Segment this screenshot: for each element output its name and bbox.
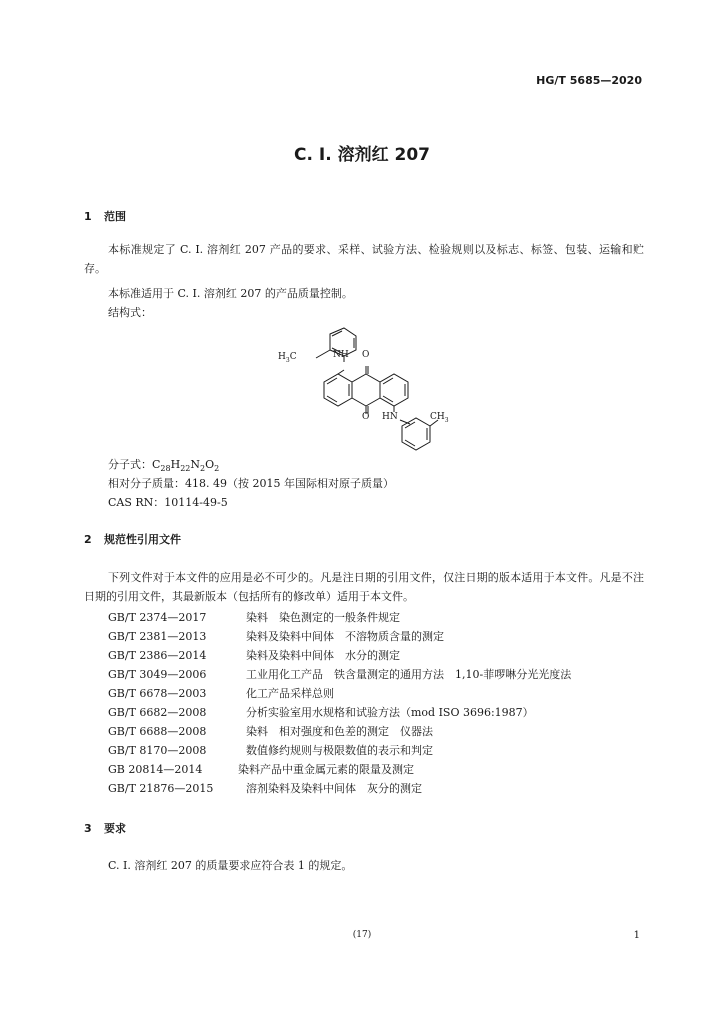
section-1-heading (84, 208, 126, 224)
reference-item: GB/T 6678—2003 化工产品采样总则 (108, 687, 334, 700)
section-2-number: 2 (84, 533, 92, 546)
section-2-para: 下列文件对于本文件的应用是必不可少的。凡是注日期的引用文件，仅注日期的版本适用于本文件。凡是不注日期的引用文件，其最新版本（包括所有的修改单）适用于本文件。 (84, 571, 644, 603)
section-3-number: 3 (84, 822, 92, 835)
reference-item: GB/T 6682—2008 分析实验室用水规格和试验方法（mod ISO 3696:1987） (108, 706, 534, 719)
cas-number: CAS RN：10114-49-5 (108, 496, 228, 509)
structure-label: 结构式： (108, 306, 152, 319)
section-1-title: 范围 (104, 210, 126, 223)
bottom-tolyl-ring (394, 412, 454, 452)
section-1-para-2: 本标准适用于 C. I. 溶剂红 207 的产品质量控制。 (108, 287, 353, 300)
section-2-title: 规范性引用文件 (104, 533, 181, 546)
nh-bottom-label: HN (382, 412, 398, 422)
reference-item: GB/T 3049—2006 工业用化工产品 铁含量测定的通用方法 1,10-菲啰啉分光光度法 (108, 668, 572, 681)
o-top-label: O (362, 350, 370, 360)
section-3-title: 要求 (104, 822, 126, 835)
document-title: C. I. 溶剂红 207 (294, 145, 430, 165)
section-1-para-1: 本标准规定了 C. I. 溶剂红 207 产品的要求、采样、试验方法、检验规则以及标志、标签、包装、运输和贮存。 (84, 243, 644, 275)
ch3-right-label: $CH_3$ (430, 412, 449, 424)
reference-item: GB/T 2381—2013 染料及染料中间体 不溶物质含量的测定 (108, 630, 444, 643)
section-2-heading (84, 531, 181, 547)
page-number-center: (17) (352, 930, 372, 940)
section-3-para: C. I. 溶剂红 207 的质量要求应符合表 1 的规定。 (108, 859, 353, 872)
section-1-number: 1 (84, 210, 92, 223)
reference-item: GB/T 6688—2008 染料 相对强度和色差的测定 仪器法 (108, 725, 433, 738)
page-number-right: 1 (633, 930, 640, 941)
section-3-heading (84, 820, 126, 836)
standard-code: HG/T 5685—2020 (536, 74, 642, 87)
nh-top-label: NH (333, 350, 349, 360)
reference-item: GB/T 2386—2014 染料及染料中间体 水分的测定 (108, 649, 400, 662)
reference-item: GB/T 2374—2017 染料 染色测定的一般条件规定 (108, 611, 400, 624)
reference-item: GB/T 21876—2015 溶剂染料及染料中间体 灰分的测定 (108, 782, 422, 795)
molecular-formula: 分子式：$C_{28}H_{22}N_2O_2$ (108, 458, 220, 474)
reference-item: GB 20814—2014 染料产品中重金属元素的限量及测定 (108, 763, 414, 776)
reference-item: GB/T 8170—2008 数值修约规则与极限数值的表示和判定 (108, 744, 433, 757)
ch3-left-label: $H_3C$ (278, 352, 297, 364)
molecular-mass: 相对分子质量：418. 49（按 2015 年国际相对原子质量） (108, 477, 394, 490)
o-bottom-label: O (362, 412, 370, 422)
